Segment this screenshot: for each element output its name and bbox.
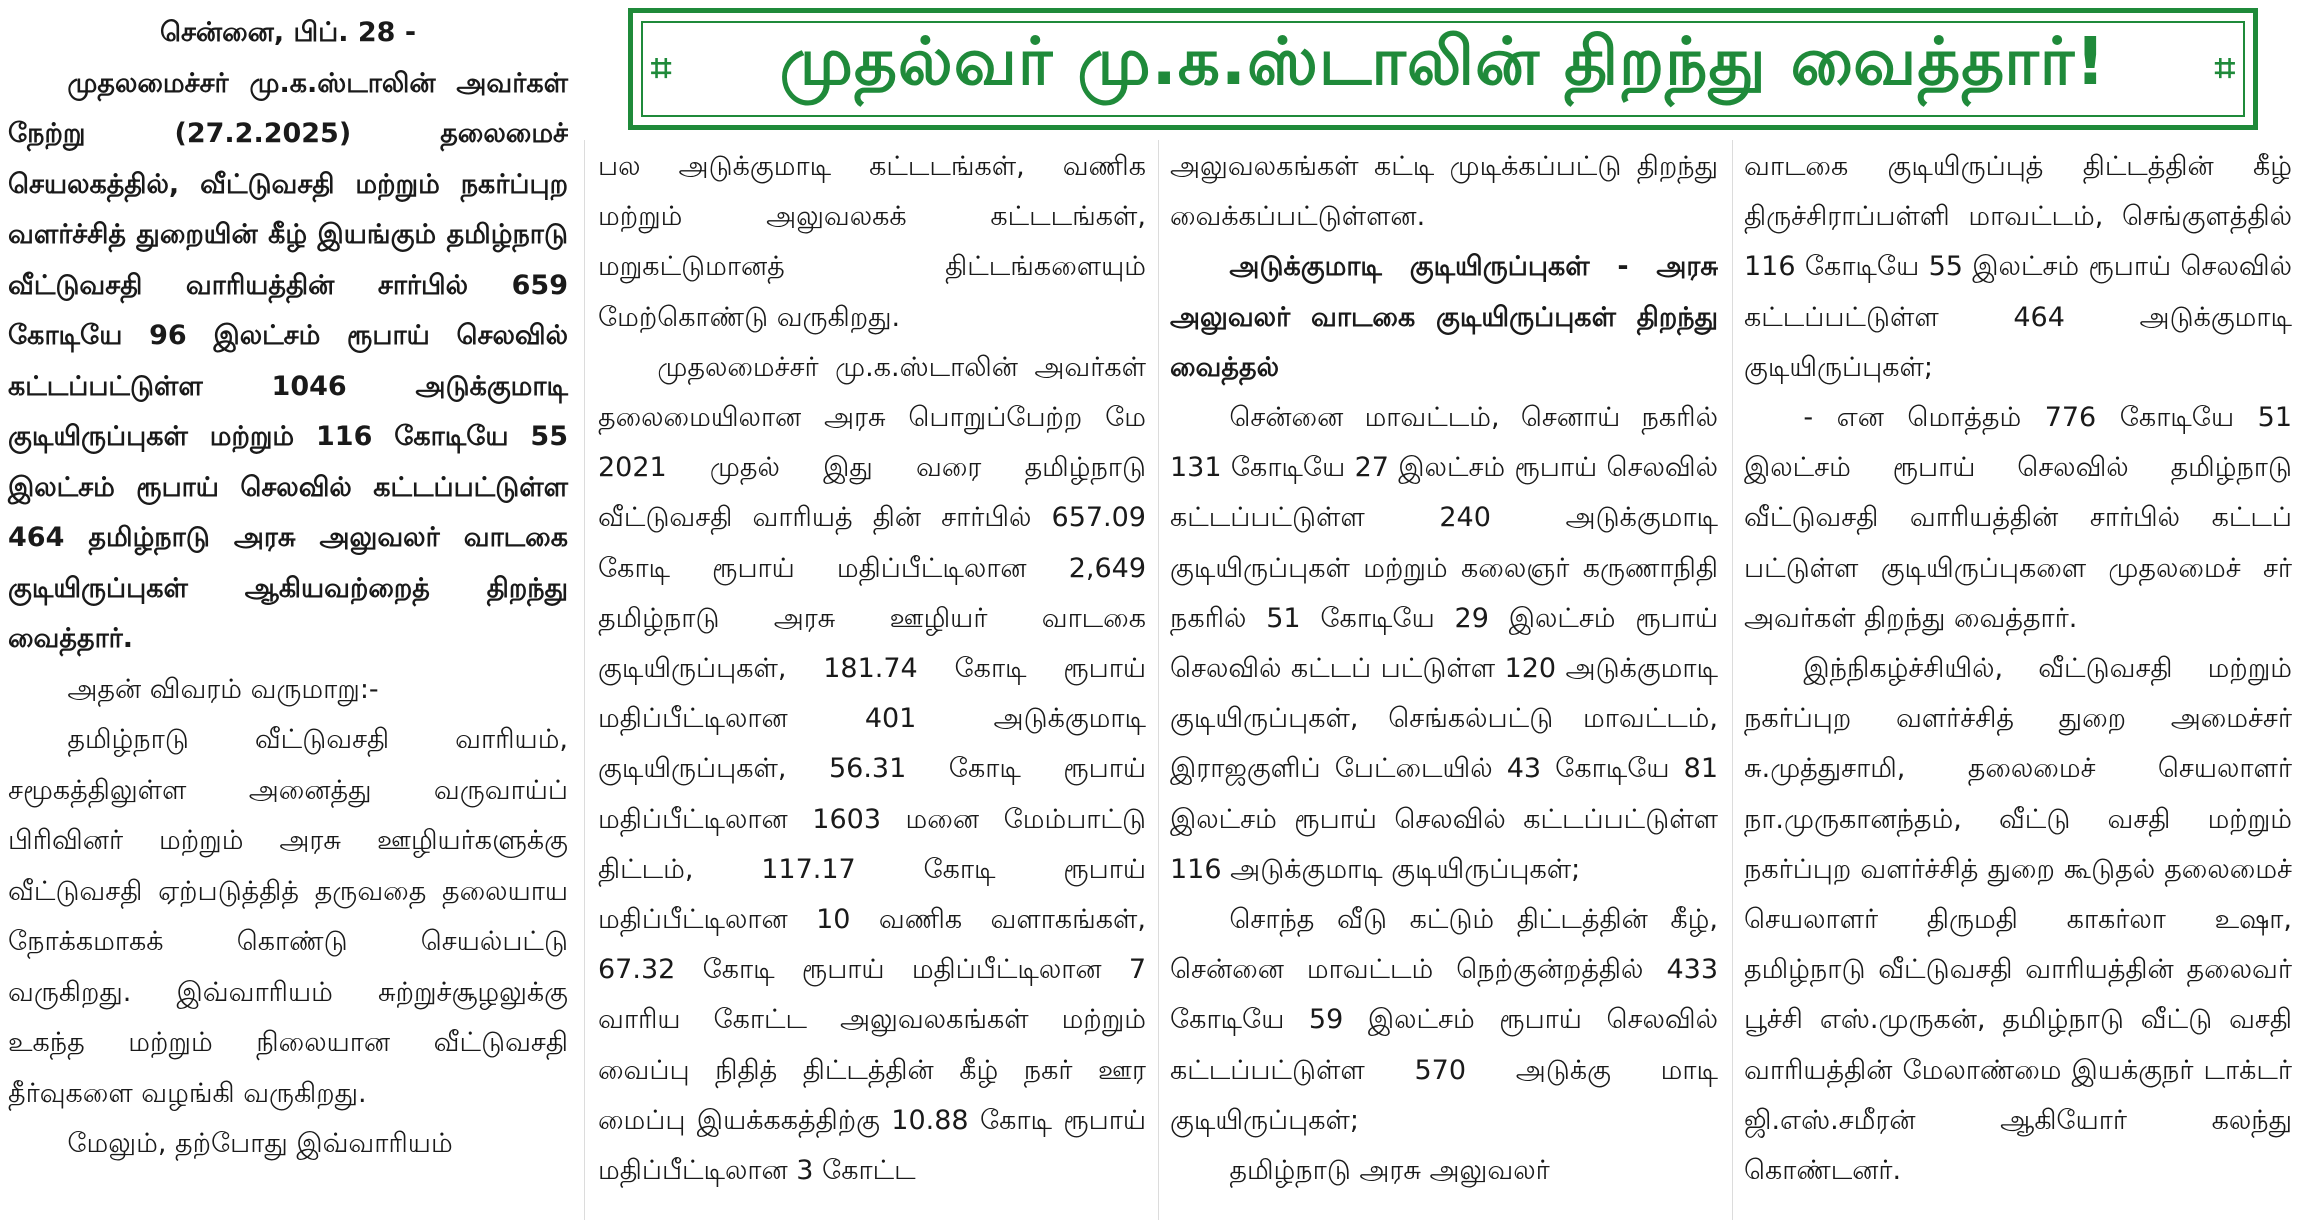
paragraph: வாடகை குடியிருப்புத் திட்டத்தின் கீழ் திருச்சிராப்பள்ளி மாவட்டம், செங்குளத்தில் 116 கோடியே 55 இலட்சம் ரூபாய் செலவில் கட்டப்பட்டுள்ள 464 அடுக்குமாடி குடியிருப்புகள்; <box>1744 151 2292 383</box>
article-column-2 <box>598 142 1146 1196</box>
paragraph: அலுவலகங்கள் கட்டி முடிக்கப்பட்டு திறந்து வைக்கப்பட்டுள்ளன. <box>1170 151 1718 233</box>
paragraph: பல அடுக்குமாடி கட்டடங்கள், வணிக மற்றும் அலுவலகக் கட்டடங்கள், மறுகட்டுமானத் திட்டங்களையும் மேற்கொண்டு வருகிறது. <box>598 151 1146 333</box>
column-divider <box>1732 140 1733 1220</box>
ornament-right-icon: ⌗ <box>2214 48 2235 89</box>
article-column-4 <box>1744 142 2292 1196</box>
article-column-1 <box>8 8 568 1170</box>
paragraph: - என மொத்தம் 776 கோடியே 51 இலட்சம் ரூபாய் செலவில் தமிழ்நாடு வீட்டுவசதி வாரியத்தின் சார்பில் கட்டப் பட்டுள்ள குடியிருப்புகளை முதலமைச் சர் அவர்கள் திறந்து வைத்தார். <box>1744 402 2292 634</box>
dateline: சென்னை, பிப். 28 - <box>159 17 417 48</box>
article-column-3 <box>1170 142 1718 1196</box>
headline-banner <box>628 8 2258 130</box>
paragraph: இந்நிகழ்ச்சியில், வீட்டுவசதி மற்றும் நகர்ப்புற வளர்ச்சித் துறை அமைச்சர் சு.முத்துசாமி, தலைமைச் செயலாளர் நா.முருகானந்தம், வீட்டு வசதி மற்றும் நகர்ப்புற வளர்ச்சித் துறை கூடுதல் தலைமைச் செயலாளர் திருமதி காகர்லா உஷா, தமிழ்நாடு வீட்டுவசதி வாரியத்தின் தலைவர் பூச்சி எஸ்.முருகன், தமிழ்நாடு வீட்டு வசதி வாரியத்தின் மேலாண்மை இயக்குநர் டாக்டர் ஜி.எஸ்.சமீரன் ஆகியோர் கலந்து கொண்டனர். <box>1744 653 2292 1187</box>
paragraph: மேலும், தற்போது இவ்வாரியம் <box>67 1128 453 1159</box>
lead-paragraph: முதலமைச்சர் மு.க.ஸ்டாலின் அவர்கள் நேற்று (27.2.2025) தலைமைச் செயலகத்தில், வீட்டுவசதி மற்றும் நகர்ப்புற வளர்ச்சித் துறையின் கீழ் இயங்கும் தமிழ்நாடு வீட்டுவசதி வாரியத்தின் சார்பில் 659 கோடியே 96 இலட்சம் ரூபாய் செலவில் கட்டப்பட்டுள்ள 1046 அடுக்குமாடி குடியிருப்புகள் மற்றும் 116 கோடியே 55 இலட்சம் ரூபாய் செலவில் கட்டப்பட்டுள்ள 464 தமிழ்நாடு அரசு அலுவலர் வாடகை குடியிருப்புகள் ஆகியவற்றைத் திறந்து வைத்தார். <box>8 67 568 654</box>
subheading: அடுக்குமாடி குடியிருப்புகள் - அரசு அலுவலர் வாடகை குடியிருப்புகள் திறந்து வைத்தல் <box>1170 251 1718 383</box>
column-divider <box>1158 140 1159 1220</box>
paragraph: சொந்த வீடு கட்டும் திட்டத்தின் கீழ், சென்னை மாவட்டம் நெற்குன்றத்தில் 433 கோடியே 59 இலட்சம் ரூபாய் செலவில் கட்டப்பட்டுள்ள 570 அடுக்கு மாடி குடியிருப்புகள்; <box>1170 904 1718 1136</box>
paragraph: தமிழ்நாடு வீட்டுவசதி வாரியம், சமூகத்திலுள்ள அனைத்து வருவாய்ப் பிரிவினர் மற்றும் அரசு ஊழியர்களுக்கு வீட்டுவசதி ஏற்படுத்தித் தருவதை தலையாய நோக்கமாகக் கொண்டு செயல்பட்டு வருகிறது. இவ்வாரியம் சுற்றுச்சூழலுக்கு உகந்த மற்றும் நிலையான வீட்டுவசதி தீர்வுகளை வழங்கி வருகிறது. <box>8 724 568 1109</box>
paragraph: தமிழ்நாடு அரசு அலுவலர் <box>1229 1155 1550 1187</box>
ornament-left-icon: ⌗ <box>651 48 672 89</box>
paragraph: அதன் விவரம் வருமாறு:- <box>67 673 379 705</box>
column-divider <box>584 140 585 1220</box>
paragraph: முதலமைச்சர் மு.க.ஸ்டாலின் அவர்கள் தலைமையிலான அரசு பொறுப்பேற்ற மே 2021 முதல் இது வரை தமிழ்நாடு வீட்டுவசதி வாரியத் தின் சார்பில் 657.09 கோடி ரூபாய் மதிப்பீட்டிலான 2,649 தமிழ்நாடு அரசு ஊழியர் வாடகை குடியிருப்புகள், 181.74 கோடி ரூபாய் மதிப்பீட்டிலான 401 அடுக்குமாடி குடியிருப்புகள், 56.31 கோடி ரூபாய் மதிப்பீட்டிலான 1603 மனை மேம்பாட்டு திட்டம், 117.17 கோடி ரூபாய் மதிப்பீட்டிலான 10 வணிக வளாகங்கள், 67.32 கோடி ரூபாய் மதிப்பீட்டிலான 7 வாரிய கோட்ட அலுவலகங்கள் மற்றும் வைப்பு நிதித் திட்டத்தின் கீழ் நகர் ஊர மைப்பு இயக்ககத்திற்கு 10.88 கோடி ரூபாய் மதிப்பீட்டிலான 3 கோட்ட <box>598 351 1146 1187</box>
headline: முதல்வர் மு.க.ஸ்டாலின் திறந்து வைத்தார்! <box>779 23 2107 100</box>
paragraph: சென்னை மாவட்டம், செனாய் நகரில் 131 கோடியே 27 இலட்சம் ரூபாய் செலவில் கட்டப்பட்டுள்ள 240 அடுக்குமாடி குடியிருப்புகள் மற்றும் கலைஞர் கருணாநிதி நகரில் 51 கோடியே 29 இலட்சம் ரூபாய் செலவில் கட்டப் பட்டுள்ள 120 அடுக்குமாடி குடியிருப்புகள், செங்கல்பட்டு மாவட்டம், இராஜகுளிப் பேட்டையில் 43 கோடியே 81 இலட்சம் ரூபாய் செலவில் கட்டப்பட்டுள்ள 116 அடுக்குமாடி குடியிருப்புகள்; <box>1170 402 1718 885</box>
